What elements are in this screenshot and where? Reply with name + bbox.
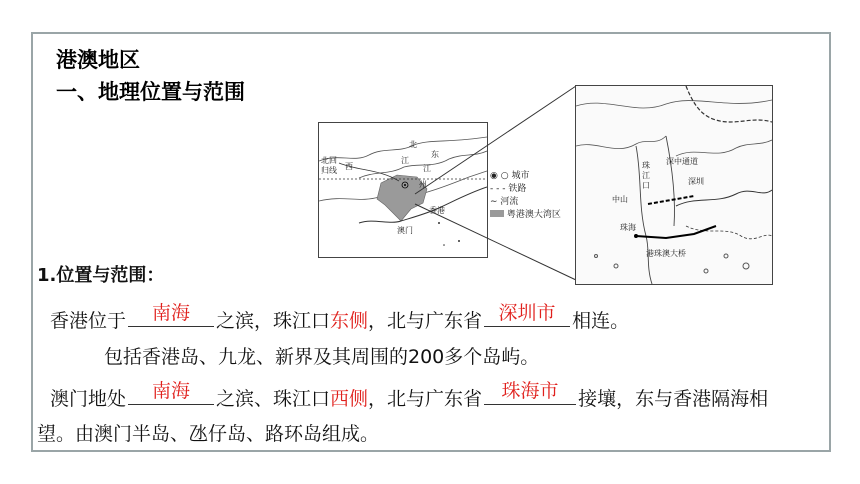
legend-city: ◉ ○ 城市 xyxy=(490,171,530,181)
hk-mid2: ，北与广东省 xyxy=(368,310,483,332)
svg-text:江: 江 xyxy=(642,171,650,180)
mo-blank-sea xyxy=(128,382,214,405)
svg-text:东: 东 xyxy=(431,150,439,159)
svg-text:港珠澳大桥: 港珠澳大桥 xyxy=(646,249,686,258)
legend-railway: - - - 铁路 xyxy=(490,184,527,194)
svg-text:香港: 香港 xyxy=(429,206,445,215)
mo-answer-side: 西侧 xyxy=(330,388,369,410)
mo-blank-city xyxy=(484,382,576,405)
hk-mid1: 之滨，珠江口 xyxy=(216,310,331,332)
city-icon: ◉ ○ xyxy=(490,171,509,181)
legend-river: ∼ 河流 xyxy=(490,197,519,207)
right-map xyxy=(575,85,773,285)
macau-line xyxy=(50,382,768,413)
mo-suffix: 接壤，东与香港隔海相 xyxy=(578,388,769,410)
mo-mid1: 之滨、珠江口 xyxy=(216,388,331,410)
svg-text:州: 州 xyxy=(419,180,427,189)
subheading: 1.位置与范围： xyxy=(37,265,165,286)
svg-text:西: 西 xyxy=(345,162,353,171)
svg-text:深圳: 深圳 xyxy=(688,177,704,186)
hk-blank-sea xyxy=(128,304,214,327)
legend-bayarea: 粤港澳大湾区 xyxy=(490,209,570,222)
hk-answer-side: 东侧 xyxy=(330,310,369,332)
svg-text:深中通道: 深中通道 xyxy=(666,157,698,166)
right-map-graphic xyxy=(576,86,772,284)
macau-line2: 望。由澳门半岛、氹仔岛、路环岛组成。 xyxy=(37,423,380,445)
svg-text:北: 北 xyxy=(409,140,417,149)
svg-text:江: 江 xyxy=(423,164,431,173)
hk-suffix: 相连。 xyxy=(572,310,630,332)
railway-icon: - - - xyxy=(490,184,506,194)
svg-text:北回: 北回 xyxy=(321,156,337,165)
section-title: 一、地理位置与范围 xyxy=(56,80,245,104)
svg-text:口: 口 xyxy=(642,181,650,190)
mo-answer-sea: 南海 xyxy=(152,380,191,402)
hk-blank-city xyxy=(484,304,570,327)
region-title: 港澳地区 xyxy=(56,48,140,72)
hk-answer-city: 深圳市 xyxy=(498,302,556,324)
svg-text:珠海: 珠海 xyxy=(620,223,636,232)
mo-answer-city: 珠海市 xyxy=(501,380,559,402)
hongkong-line xyxy=(50,304,629,335)
hongkong-detail: 包括香港岛、九龙、新界及其周围的200多个岛屿。 xyxy=(104,346,540,368)
svg-text:中山: 中山 xyxy=(612,195,628,204)
svg-text:江: 江 xyxy=(401,156,409,165)
hk-answer-sea: 南海 xyxy=(152,302,191,324)
mo-prefix: 澳门地处 xyxy=(50,388,127,410)
river-icon: ∼ xyxy=(490,197,498,207)
mo-mid2: ，北与广东省 xyxy=(368,388,483,410)
svg-text:珠: 珠 xyxy=(642,161,650,170)
svg-text:归线: 归线 xyxy=(321,166,337,175)
svg-text:澳门: 澳门 xyxy=(397,226,413,235)
zoom-connector xyxy=(410,84,580,284)
hk-prefix: 香港位于 xyxy=(50,310,127,332)
